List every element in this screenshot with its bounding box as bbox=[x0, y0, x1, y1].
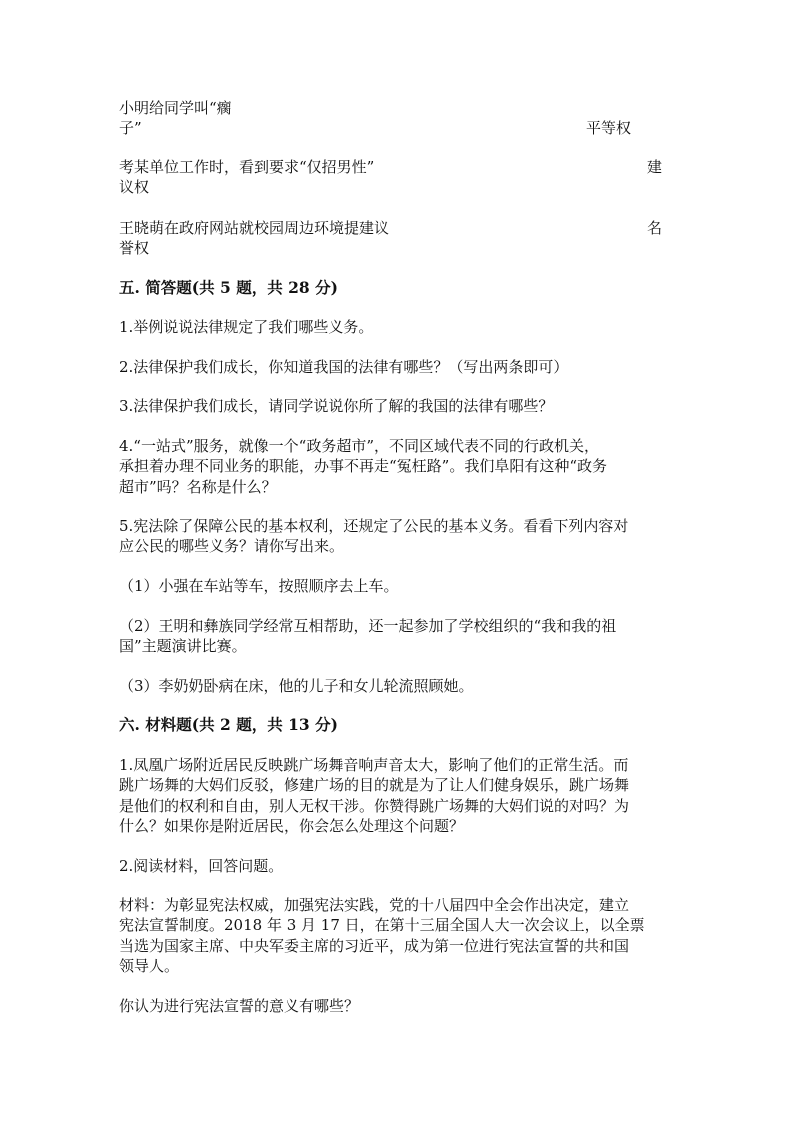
section6-q1-line4: 什么？如果你是附近居民，你会怎么处理这个问题？ bbox=[119, 817, 465, 835]
section5-q5-sub1: （1）小强在车站等车，按照顺序去上车。 bbox=[119, 577, 399, 595]
section5-q4-line3: 超市”吗？名称是什么？ bbox=[119, 478, 277, 496]
match-row-3-left-line2: 誉权 bbox=[119, 239, 150, 257]
section5-q5-line1: 5.宪法除了保障公民的基本权利，还规定了公民的基本义务。看看下列内容对 bbox=[119, 517, 629, 535]
match-row-2-left-line1: 考某单位工作时，看到要求“仅招男性” bbox=[119, 158, 375, 176]
section6-material-line2: 宪法宣誓制度。2018 年 3 月 17 日，在第十三届全国人大一次会议上，以全票 bbox=[119, 916, 645, 934]
match-row-3-right: 名 bbox=[647, 219, 663, 237]
section6-q2-ask: 你认为进行宪法宣誓的意义有哪些？ bbox=[119, 997, 360, 1015]
section6-material-line3: 当选为国家主席、中央军委主席的习近平，成为第一位进行宪法宣誓的共和国 bbox=[119, 937, 630, 955]
match-row-2-right: 建 bbox=[647, 158, 663, 176]
section6-q1-line2: 跳广场舞的大妈们反驳，修建广场的目的就是为了让人们健身娱乐，跳广场舞 bbox=[119, 776, 630, 794]
section6-material-line4: 领导人。 bbox=[119, 957, 180, 975]
section5-q3: 3.法律保护我们成长，请同学说说你所了解的我国的法律有哪些？ bbox=[119, 397, 554, 415]
match-row-1-right: 平等权 bbox=[586, 119, 632, 137]
match-row-1-left-line1: 小明给同学叫“瘸 bbox=[119, 99, 232, 117]
match-row-1-left-line2: 子” bbox=[119, 119, 142, 137]
section6-q1-line1: 1.凤凰广场附近居民反映跳广场舞音响声音太大，影响了他们的正常生活。而 bbox=[119, 756, 629, 774]
section6-q1-line3: 是他们的权利和自由，别人无权干涉。你赞得跳广场舞的大妈们说的对吗？为 bbox=[119, 797, 630, 815]
section5-q5-sub3: （3）李奶奶卧病在床，他的儿子和女儿轮流照顾她。 bbox=[119, 677, 474, 695]
section6-material-line1: 材料：为彰显宪法权威，加强宪法实践，党的十八届四中全会作出决定，建立 bbox=[119, 896, 630, 914]
section6-q2: 2.阅读材料，回答问题。 bbox=[119, 857, 284, 875]
match-row-2-left-line2: 议权 bbox=[119, 178, 150, 196]
section5-q4-line2: 承担着办理不同业务的职能，办事不再走“冤枉路”。我们阜阳有这种“政务 bbox=[119, 457, 608, 475]
section5-heading: 五. 简答题(共 5 题，共 28 分) bbox=[119, 278, 338, 297]
section5-q5-sub2-line2: 国”主题演讲比赛。 bbox=[119, 637, 247, 655]
section6-heading: 六. 材料题(共 2 题，共 13 分) bbox=[119, 715, 338, 734]
section5-q5-line2: 应公民的哪些义务？请你写出来。 bbox=[119, 537, 345, 555]
section5-q2: 2.法律保护我们成长，你知道我国的法律有哪些？（写出两条即可） bbox=[119, 358, 569, 376]
section5-q1: 1.举例说说法律规定了我们哪些义务。 bbox=[119, 318, 374, 336]
match-row-3-left-line1: 王晓萌在政府网站就校园周边环境提建议 bbox=[119, 219, 390, 237]
section5-q5-sub2-line1: （2）王明和彝族同学经常互相帮助，还一起参加了学校组织的“我和我的祖 bbox=[119, 617, 617, 635]
section5-q4-line1: 4.“一站式”服务，就像一个“政务超市”，不同区域代表不同的行政机关， bbox=[119, 437, 599, 455]
